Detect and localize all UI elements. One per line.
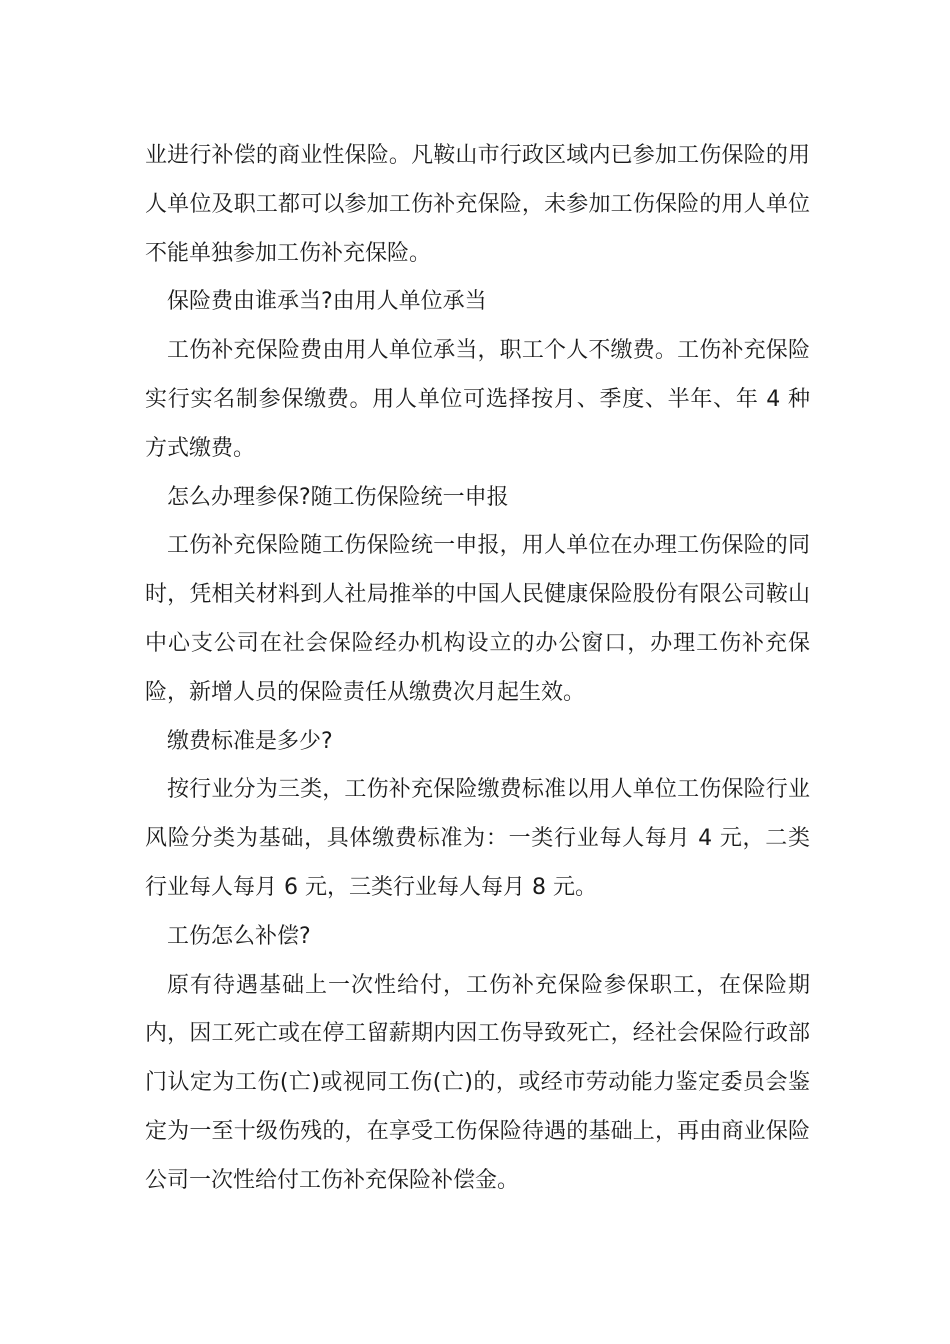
- document-body: [145, 132, 810, 1206]
- section-heading-compensation: 工伤怎么补偿?: [167, 923, 311, 949]
- body-paragraph-compensation: 原有待遇基础上一次性给付，工伤补充保险参保职工，在保险期内，因工死亡或在停工留薪期内因工伤导致死亡，经社会保险行政部门认定为工伤(亡)或视同工伤(亡)的，或经市劳动能力鉴定委员会鉴定为一至十级伤残的，在享受工伤保险待遇的基础上，再由商业保险公司一次性给付工伤补充保险补偿金。: [145, 972, 810, 1193]
- body-paragraph-premium: 工伤补充保险费由用人单位承当，职工个人不缴费。工伤补充保险实行实名制参保缴费。用人单位可选择按月、季度、半年、年 4 种方式缴费。: [145, 338, 810, 461]
- body-paragraph-enrollment: 工伤补充保险随工伤保险统一申报，用人单位在办理工伤保险的同时，凭相关材料到人社局推举的中国人民健康保险股份有限公司鞍山中心支公司在社会保险经办机构设立的办公窗口，办理工伤补充保险，新增人员的保险责任从缴费次月起生效。: [145, 533, 810, 705]
- body-paragraph-fee-standard: 按行业分为三类，工伤补充保险缴费标准以用人单位工伤保险行业风险分类为基础，具体缴费标准为：一类行业每人每月 4 元，二类行业每人每月 6 元，三类行业每人每月 8 元。: [145, 777, 810, 900]
- section-heading-enrollment: 怎么办理参保?随工伤保险统一申报: [167, 484, 509, 510]
- section-heading-premium-payer: 保险费由谁承当?由用人单位承当: [167, 289, 487, 315]
- section-heading-fee-standard: 缴费标准是多少?: [167, 728, 333, 754]
- body-paragraph-continued: 业进行补偿的商业性保险。凡鞍山市行政区域内已参加工伤保险的用人单位及职工都可以参加工伤补充保险，未参加工伤保险的用人单位不能单独参加工伤补充保险。: [145, 143, 810, 266]
